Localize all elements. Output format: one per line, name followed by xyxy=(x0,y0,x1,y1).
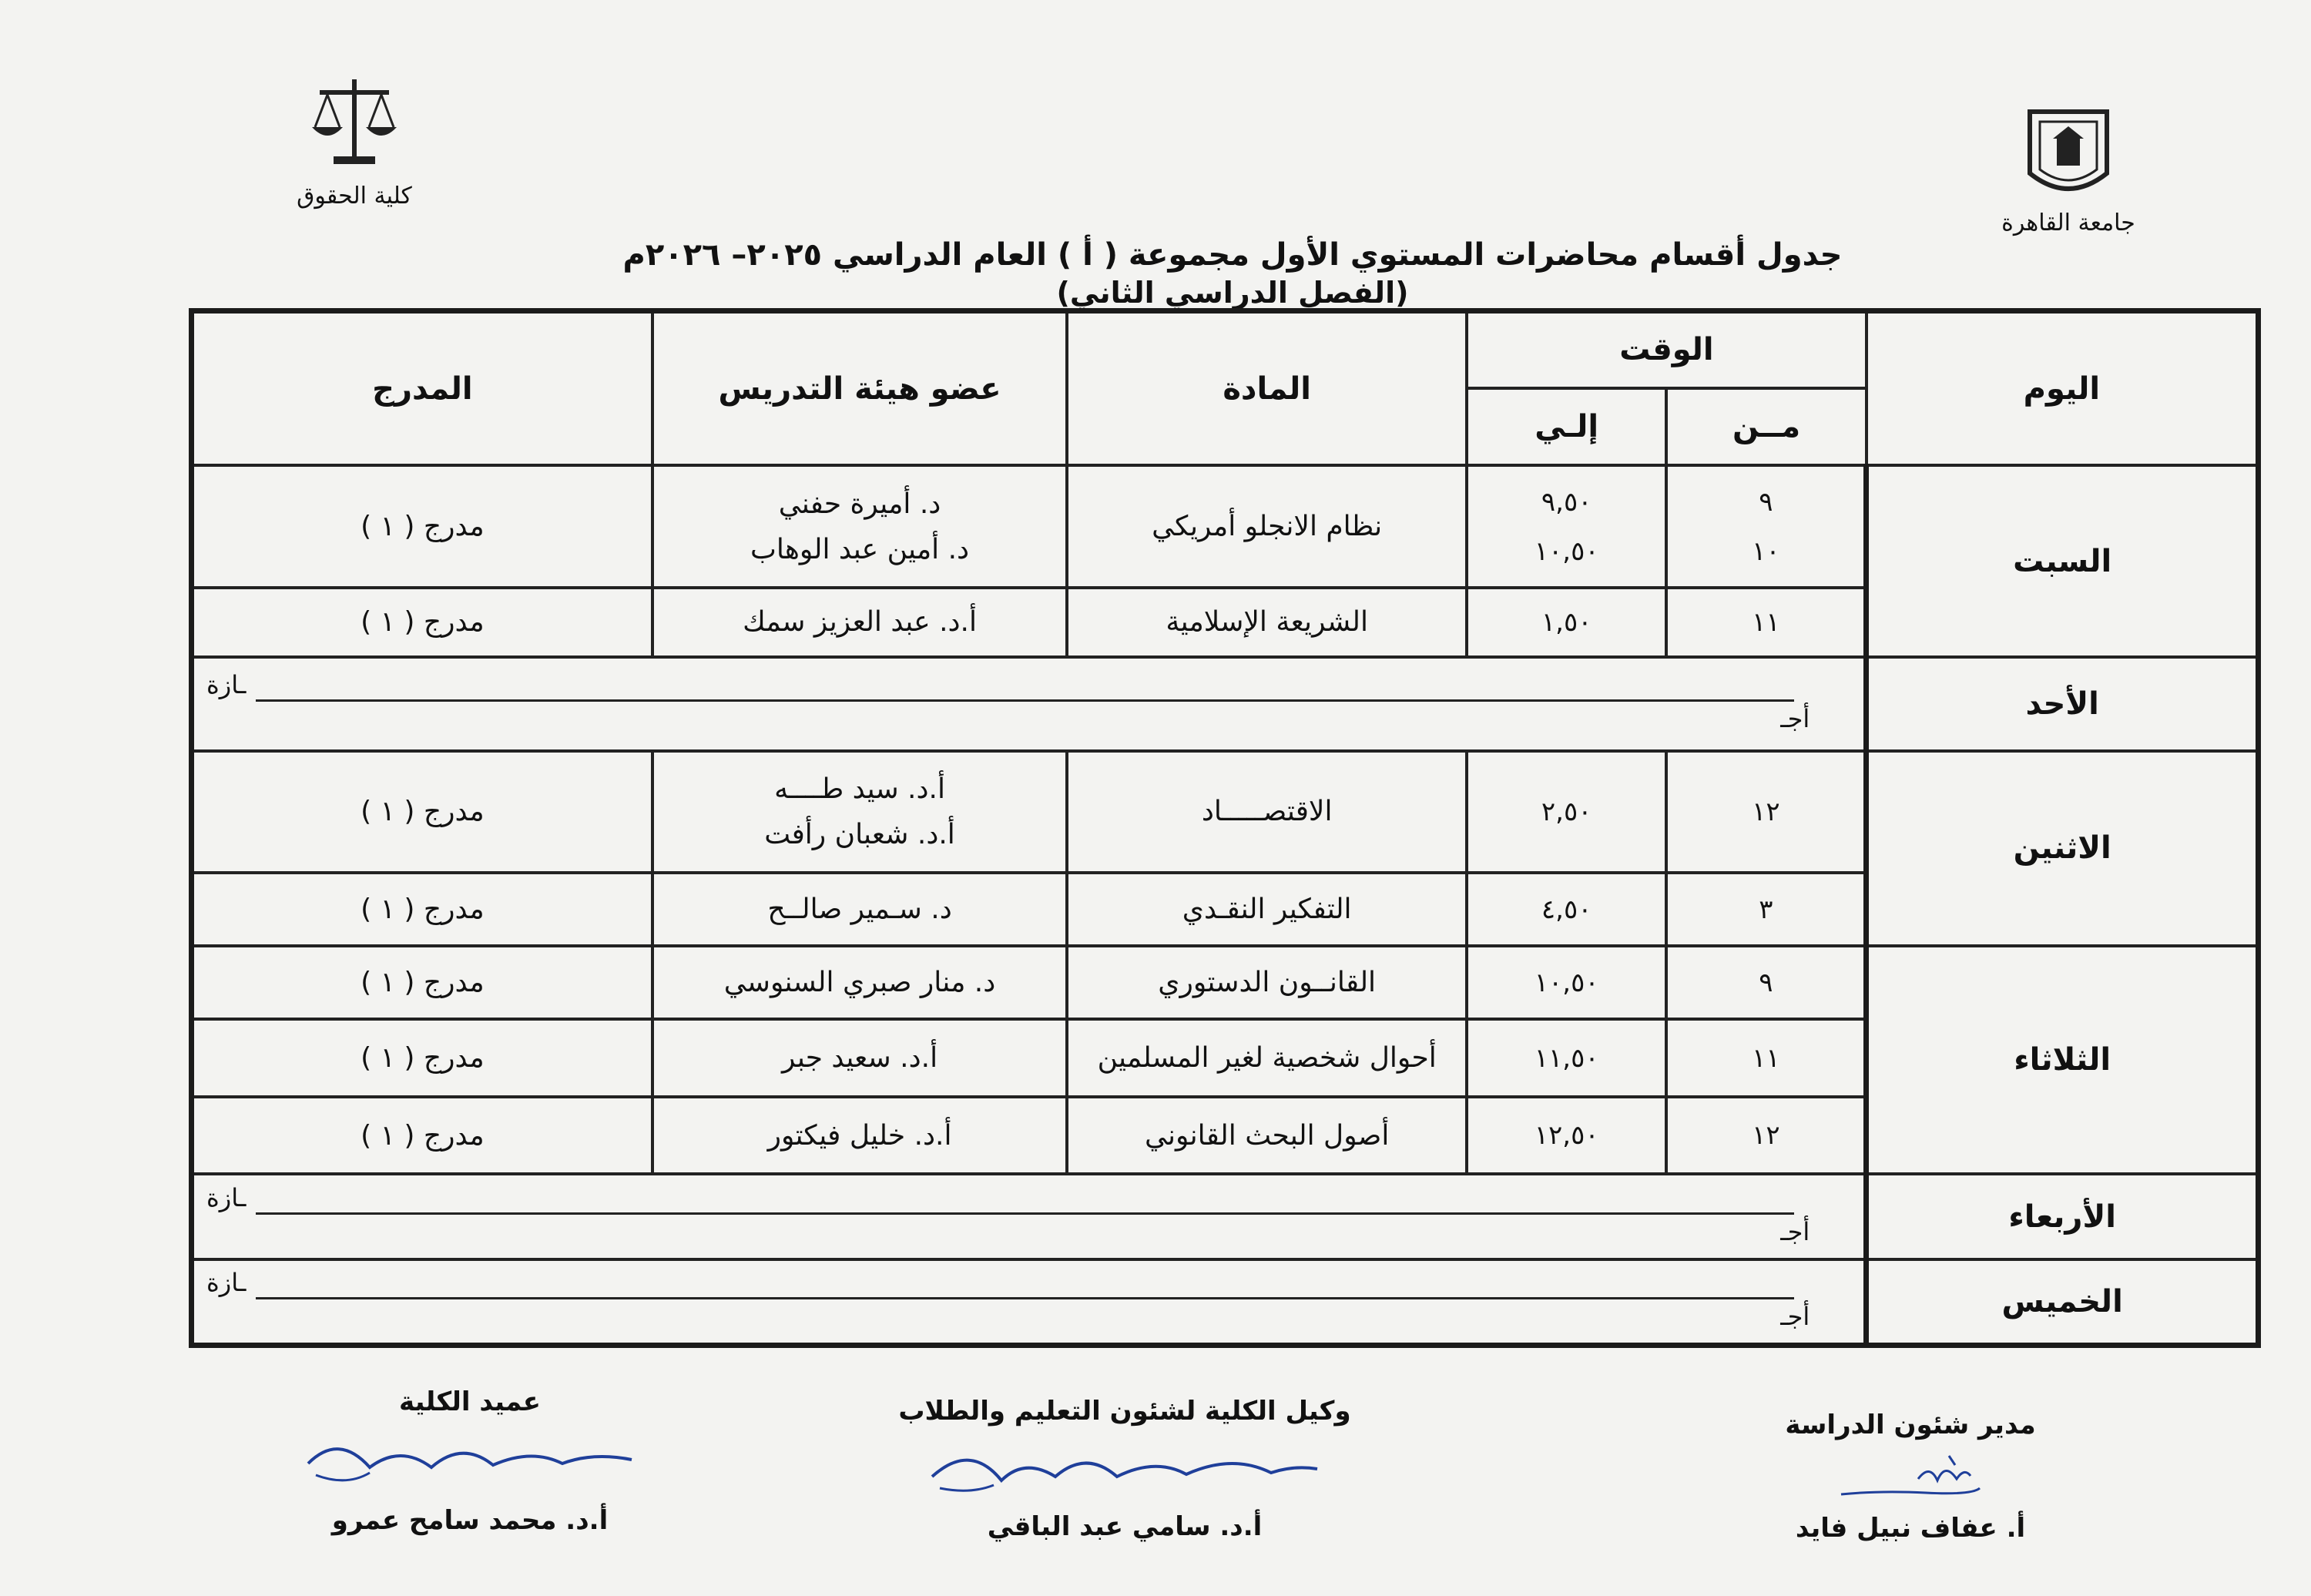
holiday-word-end: ـازة xyxy=(206,1182,247,1212)
time-to: ١٠,٥٠ xyxy=(1467,946,1666,1019)
hall: مدرج ( ١ ) xyxy=(192,465,652,588)
day-saturday: السبت xyxy=(1867,465,2259,656)
hall: مدرج ( ١ ) xyxy=(192,1019,652,1096)
hall: مدرج ( ١ ) xyxy=(192,751,652,873)
time-to: ٤,٥٠ xyxy=(1467,873,1666,946)
holiday-word-start: أجـ xyxy=(1780,1302,1810,1332)
schedule-table xyxy=(189,308,2261,1348)
day-thursday: الخميس xyxy=(1867,1259,2259,1345)
document-title-block xyxy=(616,237,1849,310)
table-row xyxy=(192,751,2259,873)
faculty-logo xyxy=(254,73,454,210)
signature-name: أ.د. محمد سامح عمرو xyxy=(331,1505,609,1536)
holiday-marker xyxy=(202,1268,1856,1333)
time-to-cell xyxy=(1467,465,1666,588)
faculty-logo-caption: كلية الحقوق xyxy=(297,183,412,210)
holiday-word-end: ـازة xyxy=(206,669,247,699)
holiday-line xyxy=(256,1297,1794,1299)
subject: أحوال شخصية لغير المسلمين xyxy=(1067,1019,1467,1096)
signature-role: وكيل الكلية لشئون التعليم والطلاب xyxy=(898,1396,1351,1427)
subject: التفكير النقـدي xyxy=(1067,873,1467,946)
holiday-marker xyxy=(202,669,1856,735)
holiday-line xyxy=(256,1212,1794,1215)
subject: الاقتصـــــاد xyxy=(1067,751,1467,873)
header-subject: المادة xyxy=(1067,311,1467,466)
header-time: الوقت xyxy=(1467,311,1867,388)
day-tuesday: الثلاثاء xyxy=(1867,946,2259,1174)
day-monday: الاثنين xyxy=(1867,751,2259,947)
document-title: جدول أقسام محاضرات المستوي الأول مجموعة ( أ ) العام الدراسي ٢٠٢٥– ٢٠٢٦م xyxy=(622,237,1843,273)
holiday-marker xyxy=(202,1182,1856,1248)
instructor: د. أمين عبد الوهاب xyxy=(750,533,970,565)
time-from: ٩ xyxy=(1759,486,1773,518)
header-to: إلـي xyxy=(1467,388,1666,465)
holiday-word-start: أجـ xyxy=(1780,703,1810,733)
header-instructor: عضو هيئة التدريس xyxy=(652,311,1068,466)
header-day: اليوم xyxy=(1867,311,2259,466)
time-from-cell xyxy=(1666,465,1866,588)
time-to: ٩,٥٠ xyxy=(1541,486,1592,518)
subject: أصول البحث القانوني xyxy=(1067,1097,1467,1174)
handwritten-signature-icon xyxy=(1833,1448,1987,1510)
holiday-cell xyxy=(192,1259,1867,1345)
time-from: ١٠ xyxy=(1752,535,1780,567)
handwritten-signature-dean xyxy=(293,1425,647,1494)
table-row xyxy=(192,1259,2259,1345)
hall: مدرج ( ١ ) xyxy=(192,946,652,1019)
hall: مدرج ( ١ ) xyxy=(192,588,652,657)
time-from: ١٢ xyxy=(1666,751,1866,873)
header-row xyxy=(192,311,2259,388)
instructor-cell xyxy=(652,751,1068,873)
time-to: ١٢,٥٠ xyxy=(1467,1097,1666,1174)
hall: مدرج ( ١ ) xyxy=(192,873,652,946)
signature-name: أ. عفاف نبيل فايد xyxy=(1795,1513,2026,1544)
holiday-cell xyxy=(192,657,1867,751)
header-hall: المدرج xyxy=(192,311,652,466)
signature-role: مدير شئون الدراسة xyxy=(1785,1410,2036,1440)
day-wednesday: الأربعاء xyxy=(1867,1174,2259,1259)
time-from: ١٢ xyxy=(1666,1097,1866,1174)
time-to: ١,٥٠ xyxy=(1467,588,1666,657)
subject: القانــون الدستوري xyxy=(1067,946,1467,1019)
header-from: مــن xyxy=(1666,388,1866,465)
instructor: د. أميرة حفني xyxy=(778,488,941,520)
scales-of-justice-icon xyxy=(304,73,404,173)
time-to: ١٠,٥٠ xyxy=(1534,535,1599,567)
signature-name: أ.د. سامي عبد الباقي xyxy=(987,1511,1263,1542)
signature-role: عميد الكلية xyxy=(399,1386,541,1417)
instructor: أ.د. خليل فيكتور xyxy=(652,1097,1068,1174)
signature-dean xyxy=(285,1386,655,1536)
hall: مدرج ( ١ ) xyxy=(192,1097,652,1174)
day-sunday: الأحد xyxy=(1867,657,2259,751)
instructor: أ.د. سيد طــــه xyxy=(774,773,945,805)
holiday-word-start: أجـ xyxy=(1780,1216,1810,1246)
time-from: ٣ xyxy=(1666,873,1866,946)
table-row xyxy=(192,657,2259,751)
university-logo-caption: جامعة القاهرة xyxy=(2001,210,2135,236)
instructor: أ.د. شعبان رأفت xyxy=(764,818,955,850)
handwritten-signature-vice-dean xyxy=(909,1434,1340,1504)
instructor: د. منار صبري السنوسي xyxy=(652,946,1068,1019)
signature-vice-dean xyxy=(886,1396,1363,1542)
holiday-cell xyxy=(192,1174,1867,1259)
time-to: ١١,٥٠ xyxy=(1467,1019,1666,1096)
university-logo xyxy=(1972,108,2165,236)
instructor-cell xyxy=(652,465,1068,588)
time-to: ٢,٥٠ xyxy=(1467,751,1666,873)
holiday-word-end: ـازة xyxy=(206,1268,247,1298)
table-row xyxy=(192,1174,2259,1259)
subject: الشريعة الإسلامية xyxy=(1067,588,1467,657)
subject: نظام الانجلو أمريكي xyxy=(1067,465,1467,588)
instructor: د. سـمير صالــح xyxy=(652,873,1068,946)
holiday-line xyxy=(256,699,1794,702)
time-from: ١١ xyxy=(1666,1019,1866,1096)
time-from: ٩ xyxy=(1666,946,1866,1019)
signature-studies-affairs xyxy=(1733,1410,2088,1544)
instructor: أ.د. عبد العزيز سمك xyxy=(652,588,1068,657)
time-from: ١١ xyxy=(1666,588,1866,657)
table-row xyxy=(192,465,2259,588)
university-crest-icon xyxy=(2026,108,2111,200)
table-row xyxy=(192,946,2259,1019)
document-subtitle: (الفصل الدراسي الثاني) xyxy=(1056,276,1409,310)
instructor: أ.د. سعيد جبر xyxy=(652,1019,1068,1096)
